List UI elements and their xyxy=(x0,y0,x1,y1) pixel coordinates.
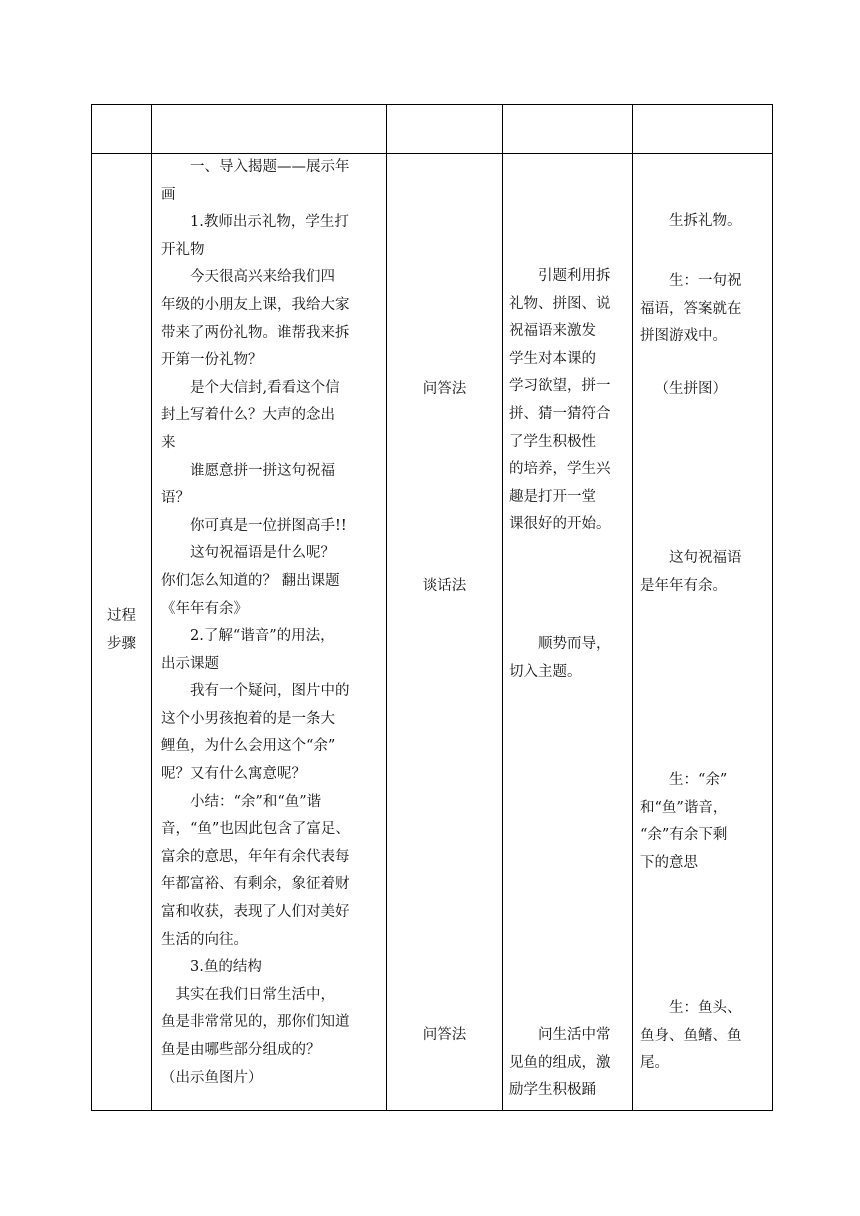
content-line: （出示鱼图片） xyxy=(161,1069,263,1086)
student-activity xyxy=(640,545,770,600)
content-line: 《年年有余》 xyxy=(161,600,248,617)
student-activity-line: （生拼图） xyxy=(654,381,727,397)
student-activity xyxy=(640,208,770,236)
content-line: 生活的向往。 xyxy=(161,931,248,948)
content-line: 音，“鱼”也因此包含了富足、 xyxy=(161,821,350,838)
text-line: 趣是打开一堂 xyxy=(509,488,596,505)
content-line: 一、导入揭题——展示年 xyxy=(190,159,350,175)
text-line: 拼、猜一猜符合 xyxy=(509,405,611,422)
text-line: 祝福语来激发 xyxy=(509,323,596,340)
text-line: 见鱼的组成，激 xyxy=(509,1054,611,1071)
student-activity xyxy=(640,268,770,351)
row-label-line: 过程 xyxy=(107,608,136,624)
table-border-bottom xyxy=(91,1110,773,1111)
table-border-top xyxy=(91,104,773,105)
content-line: 语？ xyxy=(161,490,190,507)
text-line: 生：一句祝 xyxy=(669,273,742,289)
text-line: 生：鱼头、 xyxy=(669,1000,742,1016)
text-line: “余”有余下剩 xyxy=(640,827,728,844)
content-line: 富和收获，表现了人们对美好 xyxy=(161,904,350,921)
content-line: 封上写着什么？大声的念出 xyxy=(161,407,335,424)
content-line: 小结：“余”和“鱼”谐 xyxy=(190,793,322,810)
content-line: 画 xyxy=(161,186,176,203)
content-line: 你可真是一位拼图高手!! xyxy=(190,517,347,534)
content-line: 1.教师出示礼物，学生打 xyxy=(190,214,349,231)
table-col-divider xyxy=(151,104,152,1111)
content-line: 开第一份礼物？ xyxy=(161,352,263,369)
text-line: 了学生积极性 xyxy=(509,433,596,450)
text-line: 鱼身、鱼鳍、鱼 xyxy=(640,1027,742,1044)
text-line: 励学生积极踊 xyxy=(509,1082,596,1099)
text-line: 礼物、拼图、说 xyxy=(509,295,611,312)
content-line: 你们怎么知道的？ 翻出课题 xyxy=(161,572,340,589)
method-label: 问答法 xyxy=(422,381,467,397)
student-activity-line: 生拆礼物。 xyxy=(669,213,742,229)
design-intent-block xyxy=(509,1022,631,1105)
content-line: 谁愿意拼一拼这句祝福 xyxy=(190,462,335,479)
text-line: 引题利用拆 xyxy=(538,268,611,284)
design-intent-block xyxy=(509,263,631,539)
text-line: 学习欲望，拼一 xyxy=(509,378,611,395)
content-line: 我有一个疑问，图片中的 xyxy=(190,683,350,700)
content-line: 这句祝福语是什么呢？ xyxy=(190,545,335,562)
content-line: 来 xyxy=(161,434,176,451)
content-line: 年都富裕、有剩余，象征着财 xyxy=(161,876,350,893)
text-line: 的培养，学生兴 xyxy=(509,461,611,478)
content-line: 富余的意思，年年有余代表每 xyxy=(161,848,350,865)
table-col-divider xyxy=(386,104,387,1111)
content-line: 开礼物 xyxy=(161,241,205,258)
content-line: 年级的小朋友上课，我给大家 xyxy=(161,296,350,313)
content-line: 鱼是非常常见的，那你们知道 xyxy=(161,1014,350,1031)
text-line: 顺势而导， xyxy=(538,636,611,652)
table-border-right xyxy=(772,104,773,1111)
student-activity xyxy=(640,767,770,877)
teaching-content xyxy=(161,154,383,1092)
text-line: 这句祝福语 xyxy=(669,550,742,566)
content-line: 3.鱼的结构 xyxy=(190,959,262,976)
text-line: 尾。 xyxy=(640,1055,669,1072)
method-label: 问答法 xyxy=(422,1027,467,1043)
content-line: 鲤鱼，为什么会用这个“余” xyxy=(161,738,336,755)
student-activity xyxy=(640,376,770,404)
content-line: 呢？又有什么寓意呢？ xyxy=(161,766,306,783)
text-line: 是年年有余。 xyxy=(640,577,727,594)
content-line: 今天很高兴来给我们四 xyxy=(190,269,335,286)
content-line: 其实在我们日常生活中， xyxy=(175,986,335,1003)
text-line: 生：“余” xyxy=(669,772,728,788)
design-intent-block xyxy=(509,631,631,686)
text-line: 课很好的开始。 xyxy=(509,516,611,533)
text-line: 福语，答案就在 xyxy=(640,300,742,317)
row-label-line: 步骤 xyxy=(107,635,136,652)
content-line: 2.了解“谐音”的用法， xyxy=(190,628,335,645)
text-line: 和“鱼”谐音， xyxy=(640,799,728,816)
content-line: 鱼是由哪些部分组成的？ xyxy=(161,1042,321,1058)
content-line: 带来了两份礼物。谁帮我来拆 xyxy=(161,324,350,341)
text-line: 下的意思 xyxy=(640,854,698,871)
row-label xyxy=(92,603,151,658)
content-line: 是个大信封,看看这个信 xyxy=(190,379,340,396)
text-line: 拼图游戏中。 xyxy=(640,328,727,345)
method-label: 谈话法 xyxy=(422,578,467,594)
table-col-divider xyxy=(502,104,503,1111)
content-line: 这个小男孩抱着的是一条大 xyxy=(161,710,335,727)
text-line: 切入主题。 xyxy=(509,663,582,680)
content-line: 出示课题 xyxy=(161,655,219,672)
table-col-divider xyxy=(632,104,633,1111)
text-line: 学生对本课的 xyxy=(509,350,596,367)
text-line: 问生活中常 xyxy=(538,1027,611,1043)
student-activity xyxy=(640,995,770,1078)
